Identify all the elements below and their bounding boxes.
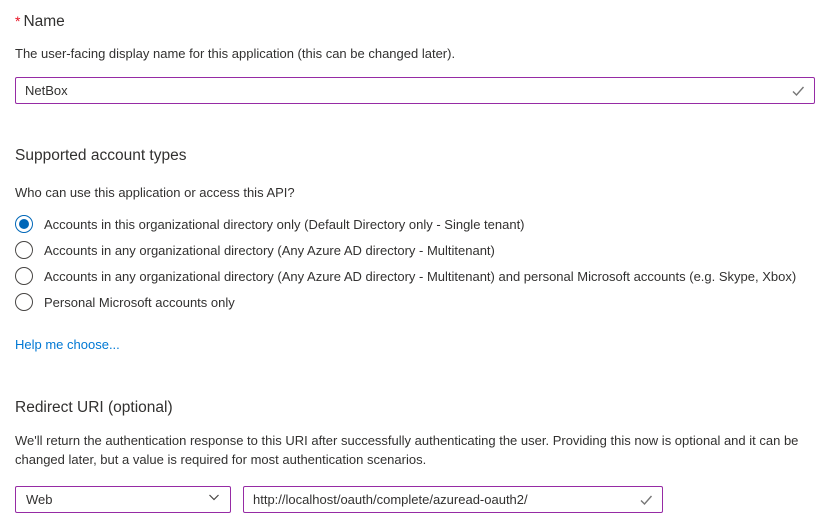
- redirect-uri-value: http://localhost/oauth/complete/azuread-oauth2/: [253, 492, 528, 507]
- radio-personal-only[interactable]: [15, 289, 815, 315]
- supported-account-types-heading: Supported account types: [15, 147, 187, 164]
- redirect-uri-description: We'll return the authentication response to this URI after successfully authenticating the user. Providing this now is optional and it can be changed later, but a value is required for most authentication scenarios.: [15, 433, 799, 467]
- name-input[interactable]: [15, 77, 815, 104]
- radio-icon: [15, 267, 33, 285]
- account-type-radio-group: [15, 211, 815, 315]
- platform-select[interactable]: [15, 486, 231, 513]
- redirect-uri-input[interactable]: [243, 486, 663, 513]
- radio-label: Accounts in any organizational directory (Any Azure AD directory - Multitenant) and personal Microsoft accounts (e.g. Skype, Xbox): [44, 268, 797, 284]
- platform-select-value: Web: [26, 492, 53, 507]
- name-description: The user-facing display name for this application (this can be changed later).: [15, 46, 456, 61]
- radio-icon: [15, 293, 33, 311]
- radio-label: Accounts in this organizational directory only (Default Directory only - Single tenant): [44, 216, 525, 232]
- radio-multitenant[interactable]: [15, 237, 815, 263]
- redirect-uri-row: [15, 486, 815, 513]
- radio-icon: [15, 215, 33, 233]
- radio-icon: [15, 241, 33, 259]
- redirect-uri-heading: Redirect URI (optional): [15, 399, 173, 416]
- account-types-question: Who can use this application or access this API?: [15, 185, 295, 200]
- name-label: Name: [23, 13, 65, 30]
- radio-label: Personal Microsoft accounts only: [44, 294, 235, 310]
- required-asterisk: *: [15, 13, 21, 29]
- help-me-choose-link[interactable]: Help me choose...: [15, 337, 120, 352]
- name-input-value: NetBox: [25, 83, 68, 98]
- radio-multitenant-personal[interactable]: [15, 263, 815, 289]
- radio-label: Accounts in any organizational directory (Any Azure AD directory - Multitenant): [44, 242, 495, 258]
- valid-checkmark-icon: [790, 83, 806, 99]
- radio-single-tenant[interactable]: [15, 211, 815, 237]
- chevron-down-icon: [207, 490, 221, 509]
- valid-checkmark-icon: [638, 492, 654, 508]
- name-section-heading: [15, 0, 815, 32]
